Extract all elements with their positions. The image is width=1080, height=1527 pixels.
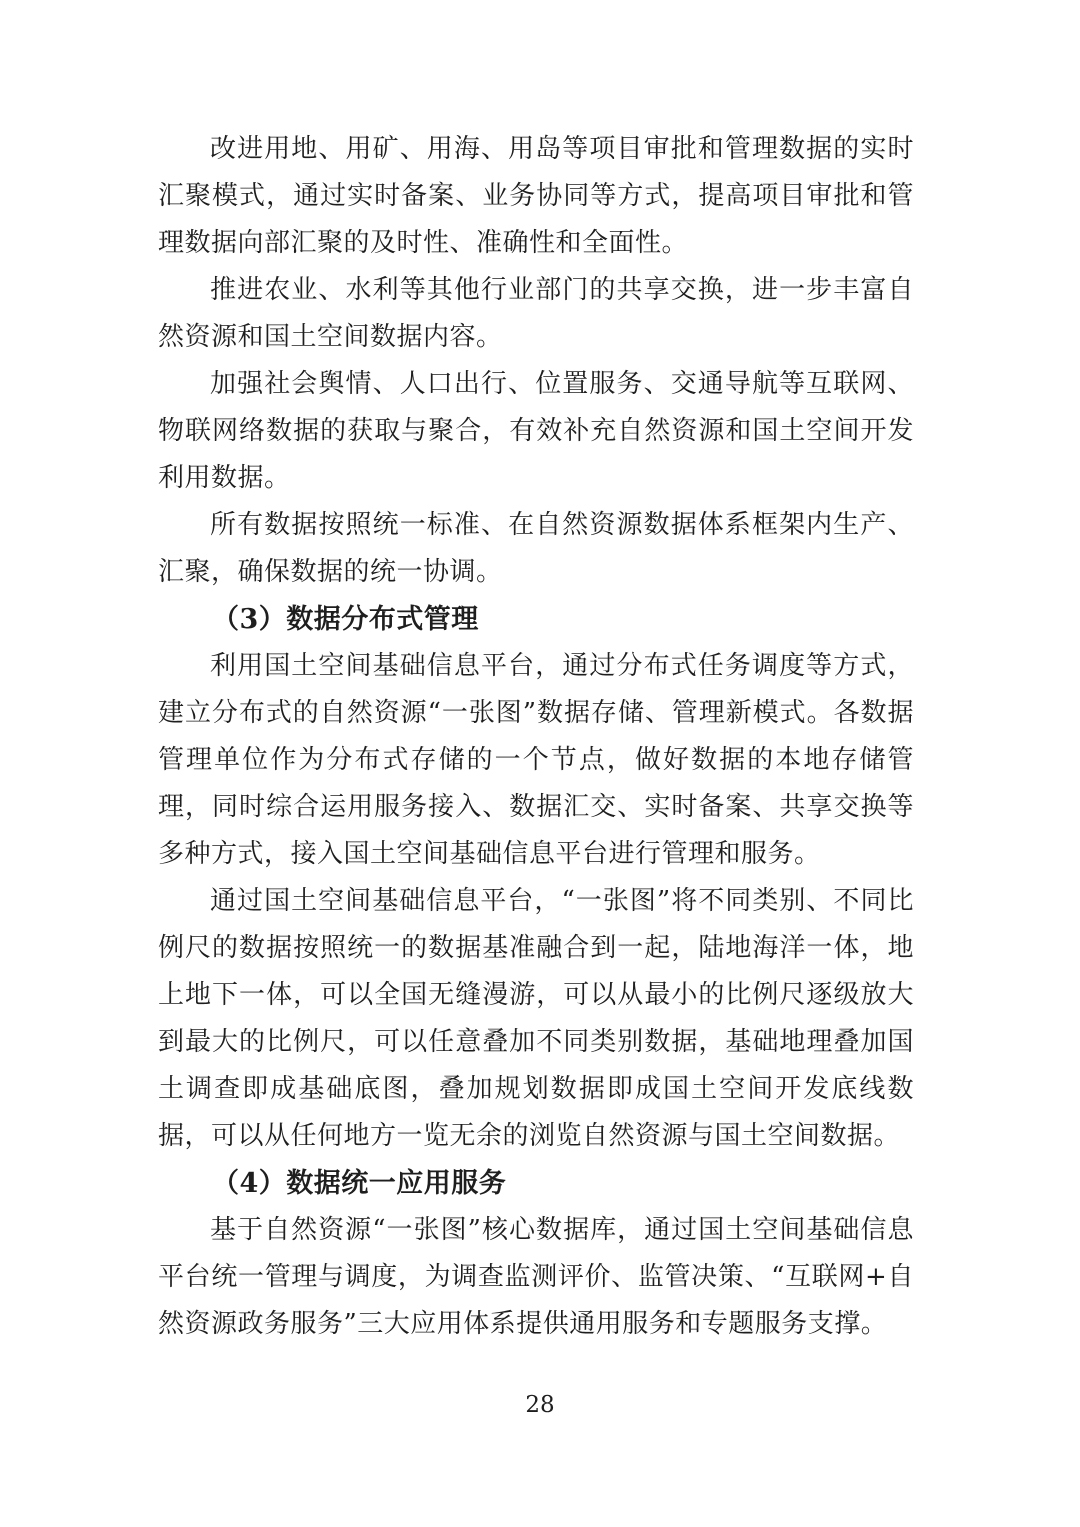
document-body (158, 126, 914, 1348)
body-paragraph: 基于自然资源“一张图”核心数据库，通过国土空间基础信息平台统一管理与调度，为调查监测评价、监管决策、“互联网+自然资源政务服务”三大应用体系提供通用服务和专题服务支撑。 (158, 1215, 914, 1339)
body-paragraph: 推进农业、水利等其他行业部门的共享交换，进一步丰富自然资源和国土空间数据内容。 (158, 275, 914, 352)
body-paragraph: 通过国土空间基础信息平台，“一张图”将不同类别、不同比例尺的数据按照统一的数据基准融合到一起，陆地海洋一体，地上地下一体，可以全国无缝漫游，可以从最小的比例尺逐级放大到最大的比例尺，可以任意叠加不同类别数据，基础地理叠加国土调查即成基础底图，叠加规划数据即成国土空间开发底线数据，可以从任何地方一览无余的浏览自然资源与国土空间数据。 (158, 886, 914, 1151)
section-heading-4: （4）数据统一应用服务 (212, 1168, 507, 1199)
page-number: 28 (525, 1392, 555, 1418)
body-paragraph: 利用国土空间基础信息平台，通过分布式任务调度等方式，建立分布式的自然资源“一张图”数据存储、管理新模式。各数据管理单位作为分布式存储的一个节点，做好数据的本地存储管理，同时综合运用服务接入、数据汇交、实时备案、共享交换等多种方式，接入国土空间基础信息平台进行管理和服务。 (158, 651, 914, 869)
body-paragraph: 所有数据按照统一标准、在自然资源数据体系框架内生产、汇聚，确保数据的统一协调。 (158, 510, 914, 587)
body-paragraph: 加强社会舆情、人口出行、位置服务、交通导航等互联网、物联网络数据的获取与聚合，有效补充自然资源和国土空间开发利用数据。 (158, 369, 914, 493)
body-paragraph: 改进用地、用矿、用海、用岛等项目审批和管理数据的实时汇聚模式，通过实时备案、业务协同等方式，提高项目审批和管理数据向部汇聚的及时性、准确性和全面性。 (158, 134, 914, 258)
section-heading-3: （3）数据分布式管理 (212, 604, 479, 635)
